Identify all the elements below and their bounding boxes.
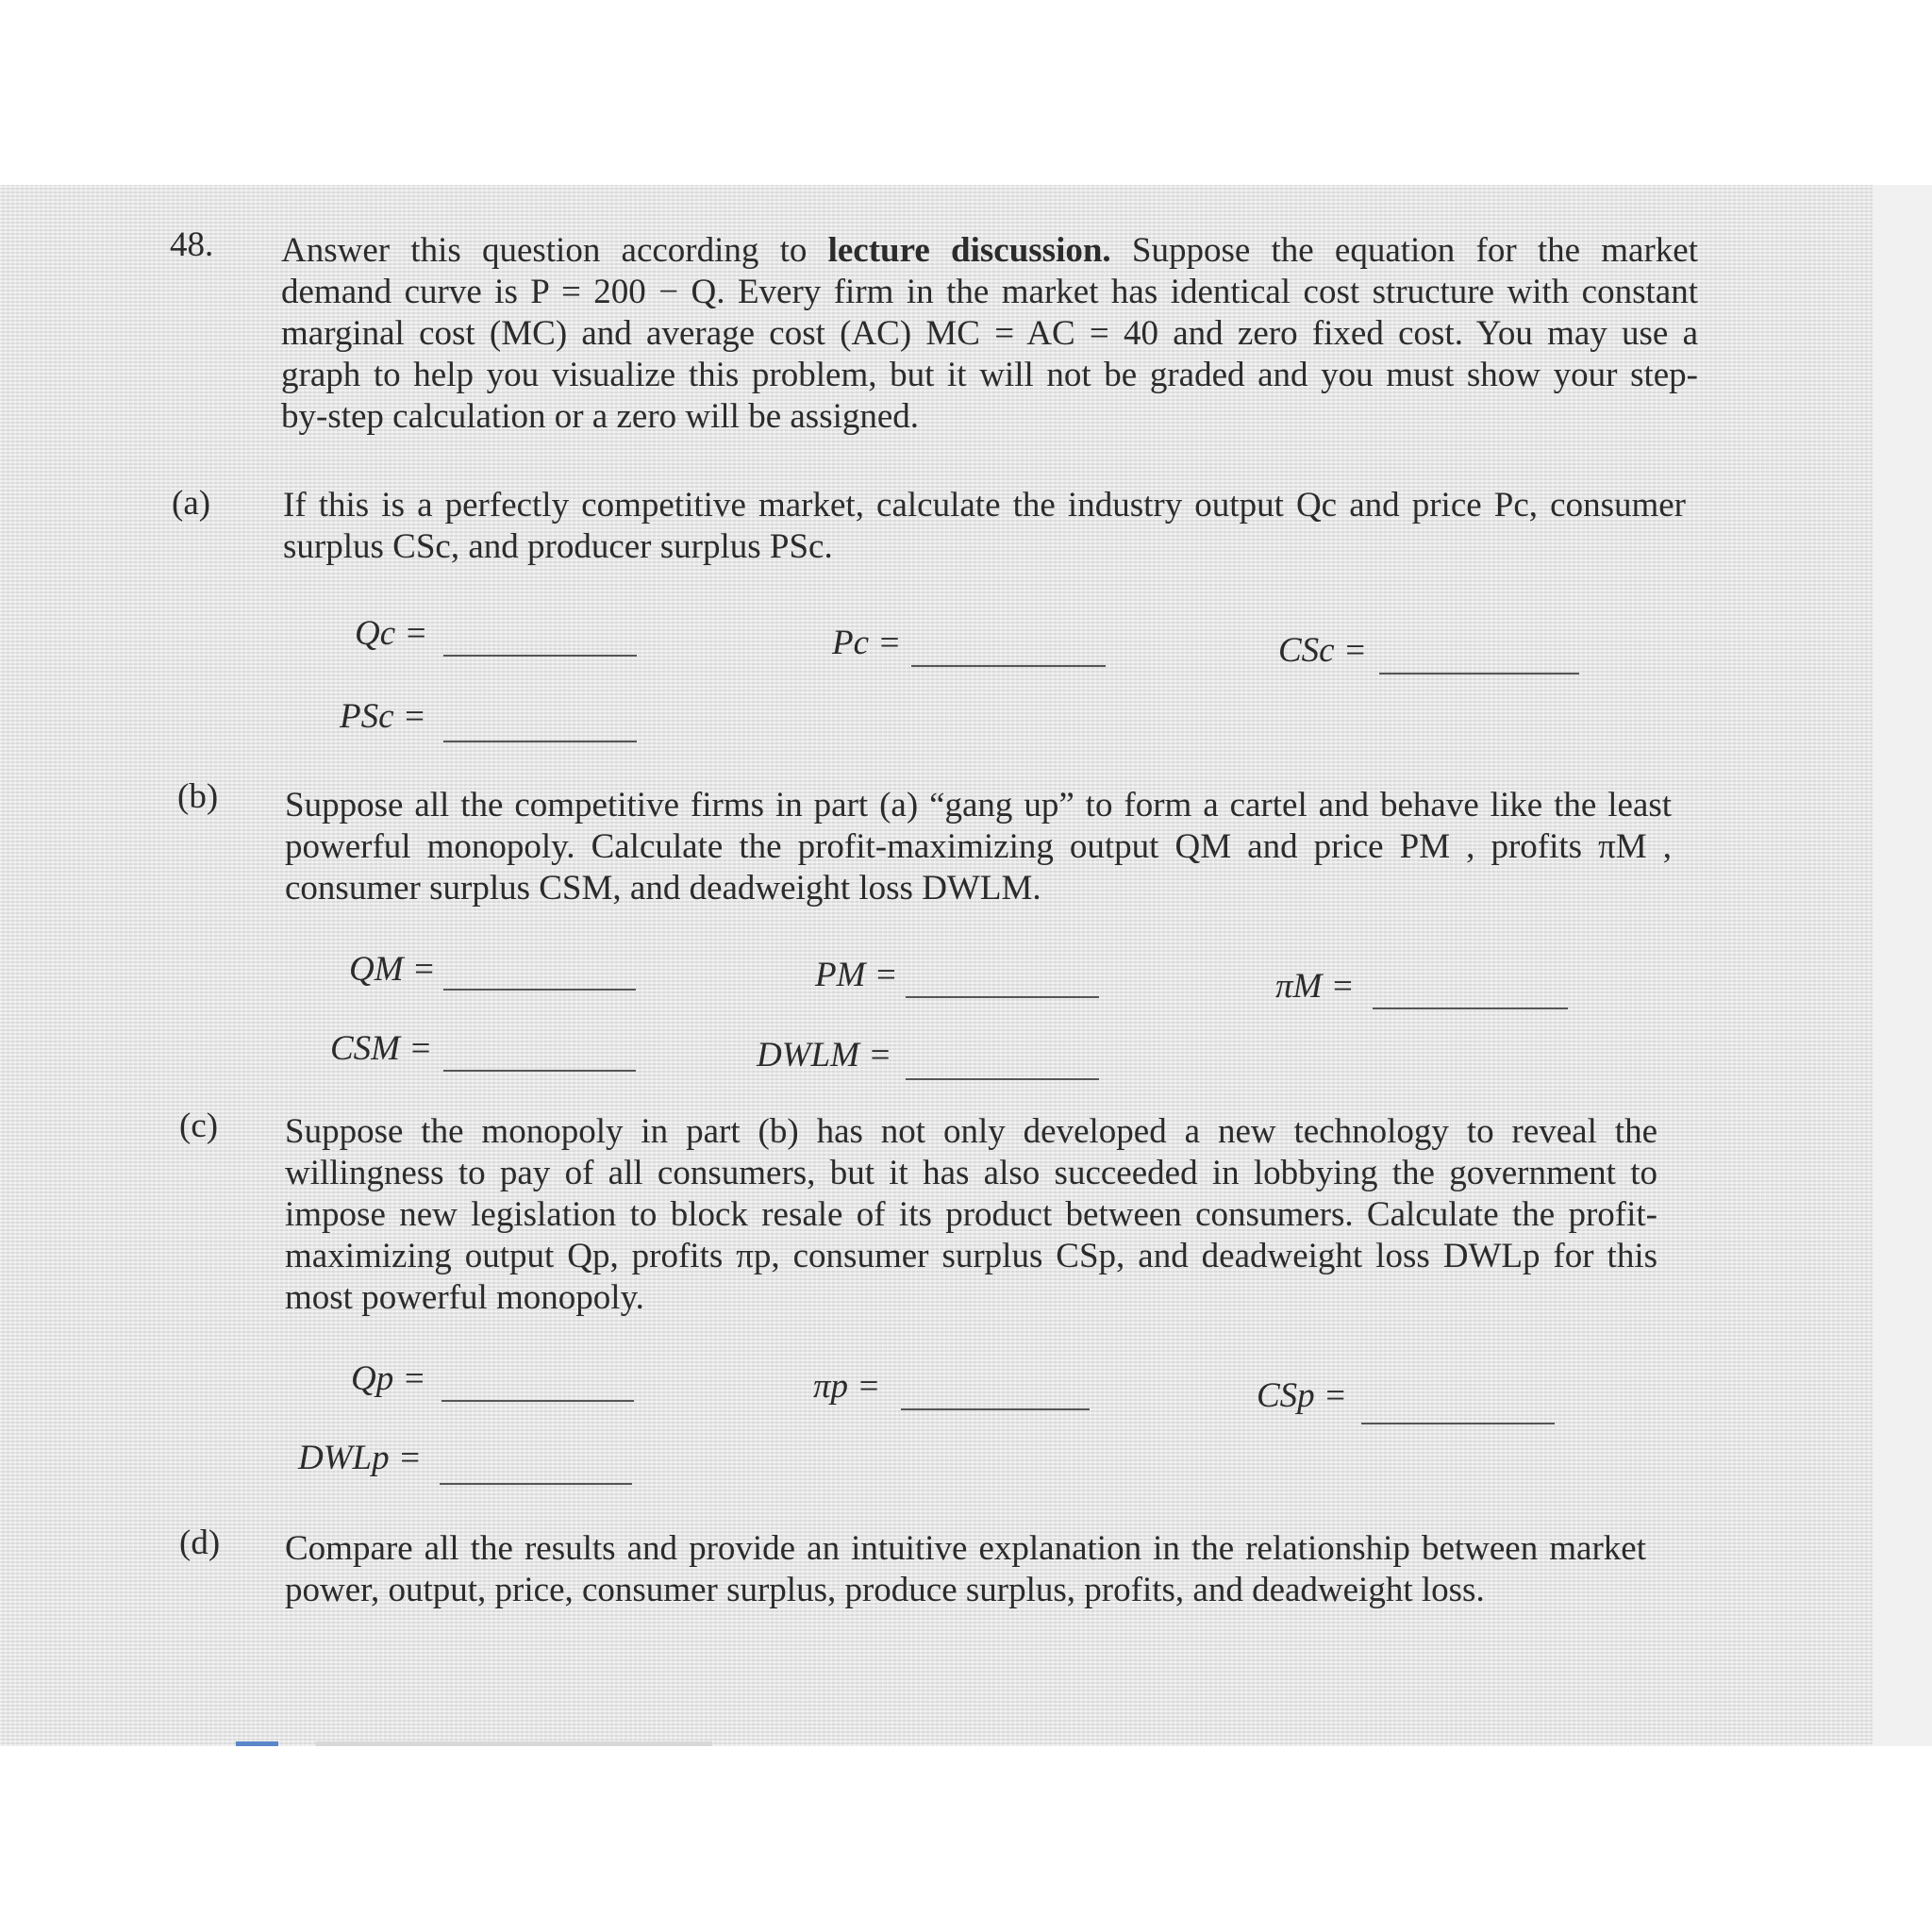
part-c-line-3: impose new legislation to block resale of its product between consumers. Calculate the profit- — [285, 1195, 1657, 1234]
field-pc-label: Pc = — [832, 624, 902, 662]
part-c-text — [285, 1111, 1657, 1319]
field-pm-blank[interactable] — [906, 996, 1099, 998]
field-qc-label: Qc = — [355, 614, 428, 653]
field-pip-blank[interactable] — [901, 1408, 1090, 1410]
part-b-label: (b) — [177, 777, 219, 816]
part-b-text — [285, 785, 1672, 909]
part-a-line-2: surplus CSc, and producer surplus PSc. — [283, 527, 833, 566]
intro-bold: lecture discussion. — [827, 231, 1111, 270]
field-qc-blank[interactable] — [443, 655, 637, 657]
field-qp-blank[interactable] — [441, 1400, 634, 1402]
field-dwlm-blank[interactable] — [906, 1078, 1099, 1080]
window-tab-indicator — [236, 1741, 278, 1746]
part-a-line-1: If this is a perfectly competitive market, calculate the industry output Qc and price Pc, consumer — [283, 486, 1686, 525]
field-pip-label: πp = — [813, 1367, 881, 1406]
part-b-line-3: consumer surplus CSM, and deadweight loss DWLM. — [285, 869, 1041, 908]
part-c-line-2: willingness to pay of all consumers, but it has also succeeded in lobbying the government to — [285, 1154, 1657, 1192]
field-qm-label: QM = — [349, 950, 436, 989]
field-psc-blank[interactable] — [443, 741, 637, 742]
field-pm-label: PM = — [815, 956, 898, 994]
field-csc-label: CSc = — [1278, 631, 1367, 670]
intro-line-5: by-step calculation or a zero will be assigned. — [281, 397, 920, 436]
field-psc-label: PSc = — [340, 697, 426, 736]
part-d-label: (d) — [179, 1524, 221, 1562]
field-pim-blank[interactable] — [1373, 1008, 1568, 1009]
part-c-line-4: maximizing output Qp, profits πp, consumer surplus CSp, and deadweight loss DWLp for this — [285, 1237, 1657, 1275]
part-b-line-1: Suppose all the competitive firms in part (a) “gang up” to form a cartel and behave like the least — [285, 786, 1672, 824]
window-tab-strip — [316, 1741, 712, 1746]
field-csm-blank[interactable] — [443, 1070, 636, 1072]
field-qp-label: Qp = — [351, 1359, 426, 1398]
field-dwlp-label: DWLp = — [298, 1439, 422, 1477]
field-qm-blank[interactable] — [443, 989, 636, 991]
part-d-text — [285, 1528, 1646, 1611]
intro-line1-post: Suppose the equation for the market — [1110, 231, 1698, 270]
field-pc-blank[interactable] — [911, 665, 1106, 667]
page-margin — [1873, 185, 1932, 1746]
field-csm-label: CSM = — [330, 1029, 433, 1068]
part-b-line-2: powerful monopoly. Calculate the profit-maximizing output QM and price PM , profits πM , — [285, 827, 1672, 866]
intro-line-2: demand curve is P = 200 − Q. Every firm in the market has identical cost structure with constant — [281, 273, 1698, 311]
part-c-line-5: most powerful monopoly. — [285, 1278, 644, 1317]
field-pim-label: πM = — [1275, 967, 1355, 1006]
field-csp-label: CSp = — [1257, 1376, 1347, 1415]
part-d-line-1: Compare all the results and provide an intuitive explanation in the relationship between market — [285, 1529, 1646, 1568]
field-dwlm-label: DWLM = — [757, 1036, 892, 1074]
question-number: 48. — [170, 225, 214, 264]
field-dwlp-blank[interactable] — [440, 1483, 632, 1485]
field-csc-blank[interactable] — [1379, 673, 1579, 675]
intro-line1-pre: Answer this question according to — [281, 231, 828, 270]
intro-line-3: marginal cost (MC) and average cost (AC) MC = AC = 40 and zero fixed cost. You may use a — [281, 314, 1698, 353]
part-a-text — [283, 485, 1686, 568]
field-csp-blank[interactable] — [1361, 1423, 1555, 1424]
part-c-label: (c) — [179, 1107, 219, 1145]
part-a-label: (a) — [172, 484, 211, 523]
intro-line-4: graph to help you visualize this problem, but it will not be graded and you must show your step- — [281, 356, 1698, 394]
question-intro — [281, 230, 1698, 438]
part-c-line-1: Suppose the monopoly in part (b) has not only developed a new technology to reveal the — [285, 1112, 1657, 1151]
intro-line-1 — [281, 230, 1698, 272]
part-d-line-2: power, output, price, consumer surplus, produce surplus, profits, and deadweight loss. — [285, 1571, 1485, 1609]
